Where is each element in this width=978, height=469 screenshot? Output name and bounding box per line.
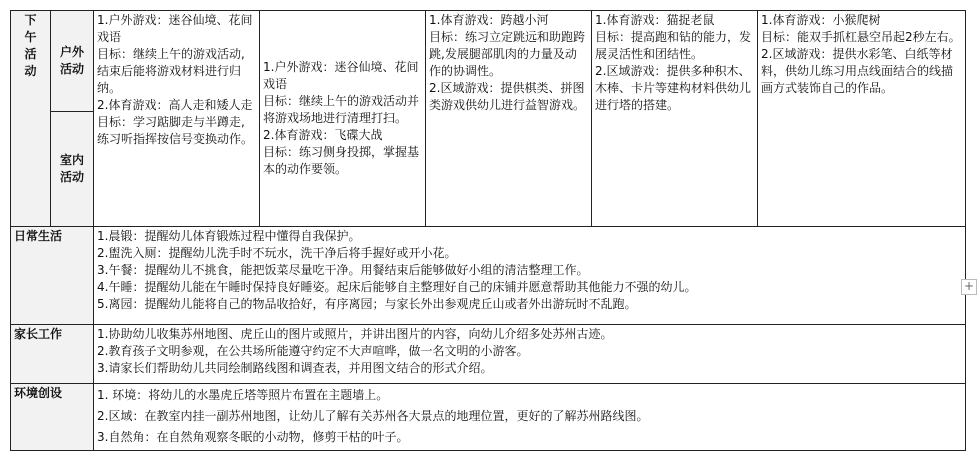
daily-life-row [11,227,966,325]
activity-goal: 目标：练习侧身投掷，掌握基本的动作要领。 [263,145,420,176]
activity-goal: 目标：继续上午的游戏活动并将游戏场地进行清理打扫。 [263,94,420,125]
list-item: 1.协助幼儿收集苏州地图、虎丘山的图片或照片，并讲出图片的内容，向幼儿介绍多处苏州古迹。 [97,327,613,341]
daily-life-label: 日常生活 [11,227,94,325]
list-item: 3.自然角：在自然角观察冬眠的小动物，修剪干枯的叶子。 [97,430,409,444]
list-item: 1. 环境：将幼儿的水墨虎丘塔等照片布置在主题墙上。 [97,388,389,402]
afternoon-cell-wed [426,11,592,227]
expand-icon[interactable]: + [961,279,977,295]
activity-goal: 目标：练习立定跳远和助跑跨跳,发展腿部肌肉的力量及动作的协调性。 [429,30,586,78]
activity-goal: 目标：能双手抓杠悬空吊起2秒左右。 [761,30,961,44]
activity-goal: 目标：继续上午的游戏活动,结束后能将游戏材料进行归纳。 [97,47,245,95]
activity-line: 1.户外游戏：迷谷仙境、花间戏语 [263,60,419,91]
list-item: 3.午餐：提醒幼儿不挑食，能把饭菜尽量吃干净。用餐结束后能够做好小组的清洁整理工作。 [97,263,589,277]
parent-work-label: 家长工作 [11,325,94,384]
weekly-plan-document [10,10,965,451]
weekly-plan-table [10,10,966,451]
afternoon-outdoor-row [11,11,966,112]
outdoor-label: 户外活动 [51,11,94,112]
environment-row [11,384,966,451]
list-item: 2.教育孩子文明参观，在公共场所能遵守约定不大声喧哗，做一名文明的小游客。 [97,344,529,358]
afternoon-cell-thu [592,11,758,227]
activity-line: 1.体育游戏：小猴爬树 [761,13,881,27]
list-item: 2.盥洗入厕：提醒幼儿洗手时不玩水，洗干净后将手握好或开小花。 [97,246,457,260]
indoor-label: 室内活动 [51,112,94,227]
afternoon-cell-mon [94,11,260,227]
environment-label: 环境创设 [11,384,94,451]
list-item: 5.离园：提醒幼儿能将自己的物品收拾好，有序离园；与家长外出参观虎丘山或者外出游玩时不乱跑。 [97,297,637,311]
activity-line: 2.体育游戏：飞碟大战 [263,128,383,142]
afternoon-group-label: 下午活动 [11,11,51,227]
parent-work-row [11,325,966,384]
activity-line: 2.区域游戏：提供水彩笔、白纸等材料，供幼儿练习用点线面结合的线描画方式装饰自己的作品。 [761,47,954,95]
environment-content [94,384,966,451]
afternoon-cell-tue [260,11,426,227]
activity-line: 1.户外游戏：迷谷仙境、花间戏语 [97,13,253,44]
activity-line: 2.区域游戏：提供多种积木、木棒、卡片等建构材料供幼儿进行塔的搭建。 [595,64,752,112]
activity-goal: 目标：提高跑和钻的能力，发展灵活性和团结性。 [595,30,752,61]
list-item: 4.午睡：提醒幼儿能在午睡时保持良好睡姿。起床后能够自主整理好自己的床铺并愿意帮助其他能力不强的幼儿。 [97,280,697,294]
activity-goal: 目标：学习踮脚走与半蹲走,练习听指挥按信号变换动作。 [97,115,254,146]
list-item: 1.晨锻：提醒幼儿体育锻炼过程中懂得自我保护。 [97,229,361,243]
daily-life-content [94,227,966,325]
list-item: 3.请家长们帮助幼儿共同绘制路线图和调查表，并用图文结合的形式介绍。 [97,361,493,375]
activity-line: 1.体育游戏：猫捉老鼠 [595,13,715,27]
activity-line: 1.体育游戏：跨越小河 [429,13,549,27]
activity-line: 2.体育游戏：高人走和矮人走 [97,98,253,112]
afternoon-cell-fri [758,11,966,227]
activity-line: 2.区域游戏：提供棋类、拼图类游戏供幼儿进行益智游戏。 [429,81,586,112]
parent-work-content [94,325,966,384]
list-item: 2.区域：在教室内挂一副苏州地图，让幼儿了解有关苏州各大景点的地理位置，更好的了解苏州路线图。 [97,409,649,423]
